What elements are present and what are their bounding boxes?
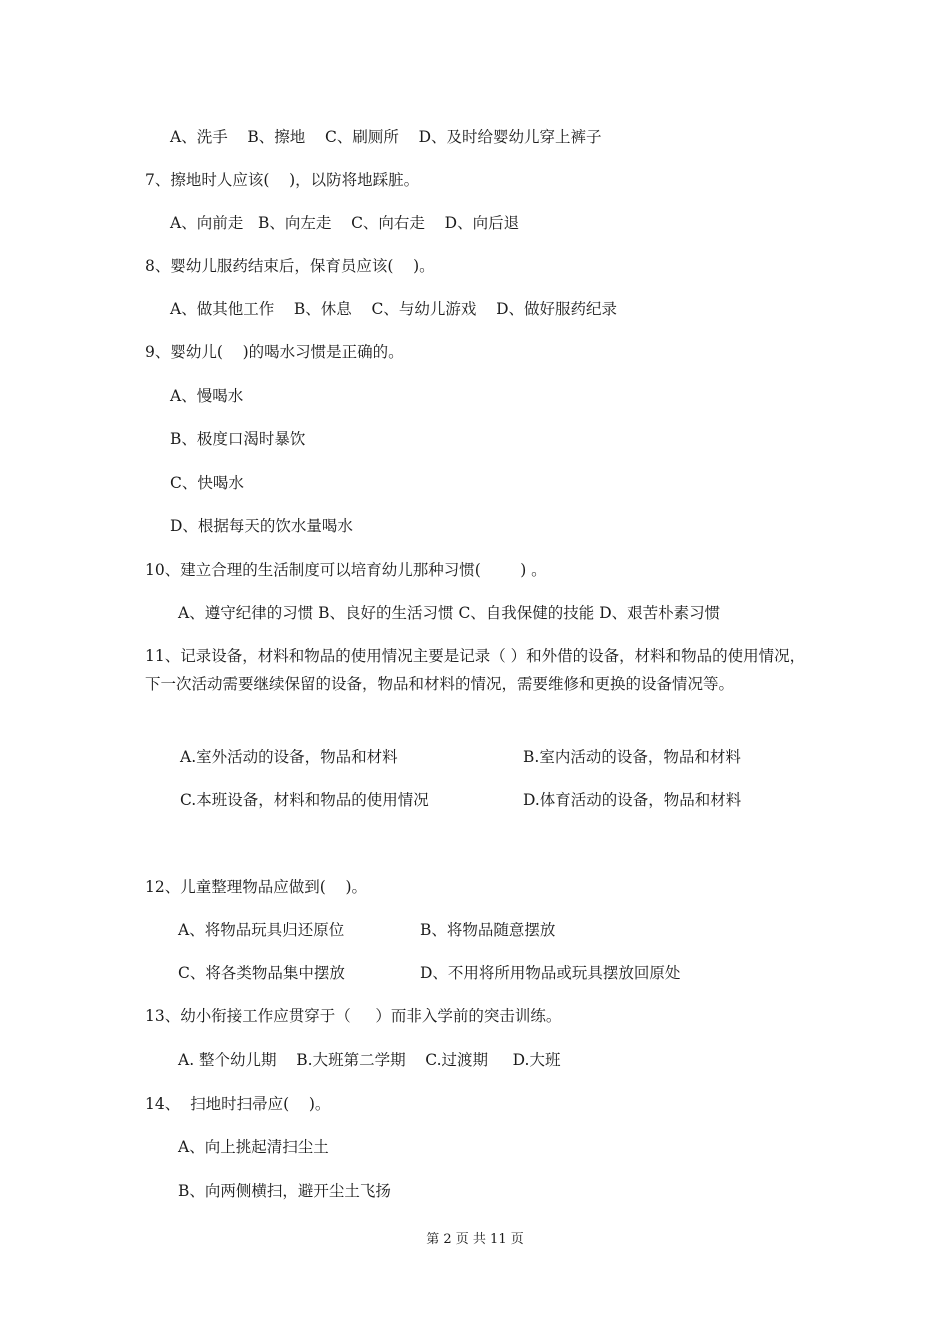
q13-options: A. 整个幼儿期 B.大班第二学期 C.过渡期 D.大班 [178, 1051, 561, 1069]
page-footer: 第 2 页 共 11 页 [426, 1232, 524, 1247]
q11-question: 11、记录设备，材料和物品的使用情况主要是记录（ ）和外借的设备，材料和物品的使用情况，下一次活动需要继续保留的设备，物品和材料的情况，需要维修和更换的设备情况等。 [145, 647, 806, 693]
q8-options: A、做其他工作 B、休息 C、与幼儿游戏 D、做好服药纪录 [170, 300, 617, 318]
q7-question: 7、擦地时人应该( )，以防将地踩脏。 [145, 171, 420, 189]
q7-options: A、向前走 B、向左走 C、向右走 D、向后退 [170, 214, 520, 232]
q11-option-d: D.体育活动的设备，物品和材料 [523, 791, 742, 809]
q11-option-c: C.本班设备，材料和物品的使用情况 [180, 791, 429, 809]
q9-option-d: D、根据每天的饮水量喝水 [170, 517, 353, 535]
q9-option-c: C、快喝水 [170, 474, 244, 492]
q10-question: 10、建立合理的生活制度可以培育幼儿那种习惯( ) 。 [145, 561, 547, 579]
q14-option-b: B、向两侧横扫，避开尘土飞扬 [178, 1182, 391, 1200]
q9-option-b: B、极度口渴时暴饮 [170, 430, 306, 448]
q9-question: 9、婴幼儿( )的喝水习惯是正确的。 [145, 343, 404, 361]
q9-option-a: A、慢喝水 [170, 387, 244, 405]
q12-option-c: C、将各类物品集中摆放 [178, 964, 345, 982]
q14-question: 14、 扫地时扫帚应( )。 [145, 1095, 331, 1113]
q12-option-d: D、不用将所用物品或玩具摆放回原处 [420, 964, 681, 982]
q11-option-b: B.室内活动的设备，物品和材料 [523, 748, 741, 766]
q14-option-a: A、向上挑起清扫尘土 [178, 1138, 329, 1156]
q12-question: 12、儿童整理物品应做到( )。 [145, 878, 368, 896]
q8-question: 8、婴幼儿服药结束后，保育员应该( )。 [145, 257, 435, 275]
q10-options: A、遵守纪律的习惯 B、良好的生活习惯 C、自我保健的技能 D、艰苦朴素习惯 [178, 604, 721, 622]
q12-option-a: A、将物品玩具归还原位 [178, 921, 345, 939]
q11-option-a: A.室外活动的设备，物品和材料 [180, 748, 398, 766]
q13-question: 13、幼小衔接工作应贯穿于（ ）而非入学前的突击训练。 [145, 1007, 562, 1025]
q12-option-b: B、将物品随意摆放 [420, 921, 556, 939]
q6-options: A、洗手 B、擦地 C、刷厕所 D、及时给婴幼儿穿上裤子 [170, 128, 602, 146]
